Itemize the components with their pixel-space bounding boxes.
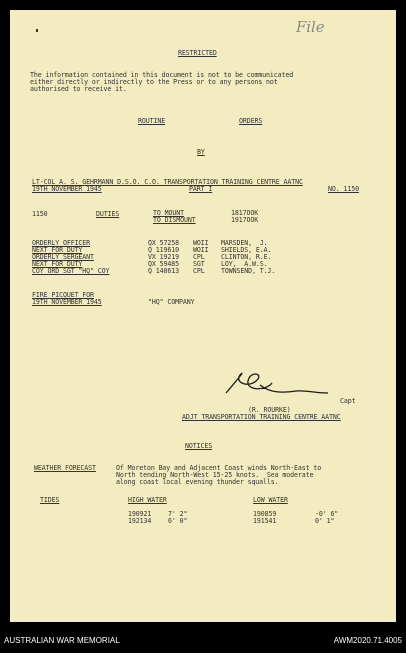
low-water-height: 0' 1" — [315, 517, 335, 525]
duty-role: COY ORD SGT "HQ" COY — [32, 267, 110, 275]
service-number: Q 119610 — [148, 246, 179, 254]
signer-title: ADJT TRANSPORTATION TRAINING CENTRE AATNC — [182, 413, 341, 421]
to-dismount-label: TO DISMOUNT — [153, 216, 196, 224]
low-water-heading: LOW WATER — [253, 496, 288, 504]
high-water-height: 6' 0" — [168, 517, 188, 525]
signature — [220, 363, 332, 399]
duties-heading: DUTIES — [96, 210, 120, 218]
person-name: CLINTON, R.E. — [221, 253, 272, 261]
notices-heading: NOTICES — [185, 442, 213, 450]
title-orders: ORDERS — [239, 117, 263, 125]
high-water-time: 192134 — [128, 517, 152, 525]
fire-picquet-label: FIRE PICQUET FOR — [32, 291, 94, 299]
document-page — [10, 10, 396, 622]
duty-role: ORDERLY OFFICER — [32, 239, 91, 247]
mount-time: 1817OOK — [231, 209, 259, 217]
high-water-time: 190921 — [128, 510, 152, 518]
notice-line-3: authorised to receive it. — [30, 85, 127, 93]
low-water-time: 190859 — [253, 510, 277, 518]
weather-forecast-label: WEATHER FORECAST — [34, 464, 96, 472]
order-date: 19TH NOVEMBER 1945 — [32, 185, 102, 193]
item-number: 1150 — [32, 210, 48, 218]
high-water-heading: HIGH WATER — [128, 496, 167, 504]
service-number: QX 57258 — [148, 239, 179, 247]
weather-line-3: along coast local evening thunder squalls. — [116, 478, 279, 486]
rank: WOII — [193, 246, 209, 254]
notice-line-2: either directly or indirectly to the Press or to any persons not — [30, 78, 278, 86]
order-part: PART I — [189, 185, 213, 193]
person-name: TOWNSEND, T.J. — [221, 267, 276, 275]
dismount-time: 1917OOK — [231, 216, 259, 224]
rank: CPL — [193, 267, 205, 275]
punch-mark — [36, 29, 38, 32]
commander-line: LT-COL A. S. GEHRMANN D.S.O. C.O. TRANSPORTATION TRAINING CENTRE AATNC — [32, 178, 303, 186]
weather-line-1: Of Moreton Bay and Adjacent Coast winds North-East to — [116, 464, 322, 472]
person-name: SHIELDS, E.A. — [221, 246, 272, 254]
signer-name: (R. ROURKE) — [248, 406, 291, 414]
service-number: VX 19219 — [148, 253, 179, 261]
fire-picquet-company: "HQ" COMPANY — [148, 298, 195, 306]
rank: WOII — [193, 239, 209, 247]
low-water-height: -0' 6" — [315, 510, 339, 518]
rank: SGT — [193, 260, 205, 268]
order-number: NO. 1150 — [328, 185, 359, 193]
title-by: BY — [197, 148, 205, 156]
person-name: MARSDEN, J. — [221, 239, 268, 247]
duty-role: NEXT FOR DUTY — [32, 260, 83, 268]
person-name: LOY, A.W.S. — [221, 260, 268, 268]
duty-role: NEXT FOR DUTY — [32, 246, 83, 254]
restricted-heading: RESTRICTED — [178, 49, 217, 57]
footer-source: AUSTRALIAN WAR MEMORIAL — [4, 636, 120, 645]
weather-line-2: North tending North-West 15-25 knots. Sea moderate — [116, 471, 314, 479]
notice-line-1: The information contained in this document is not to be communicated — [30, 71, 294, 79]
handwritten-file-note: File — [296, 18, 325, 36]
tides-label: TIDES — [40, 496, 60, 504]
rank: CPL — [193, 253, 205, 261]
to-mount-label: TO MOUNT — [153, 209, 184, 217]
capt-label: Capt — [340, 397, 356, 405]
title-routine: ROUTINE — [138, 117, 166, 125]
service-number: Q 140613 — [148, 267, 179, 275]
fire-picquet-date: 19TH NOVEMBER 1945 — [32, 298, 102, 306]
high-water-height: 7' 2" — [168, 510, 188, 518]
low-water-time: 191541 — [253, 517, 277, 525]
duty-role: ORDERLY SERGEANT — [32, 253, 94, 261]
service-number: QX 59485 — [148, 260, 179, 268]
footer-accession-number: AWM2020.71.4005 — [333, 636, 402, 645]
